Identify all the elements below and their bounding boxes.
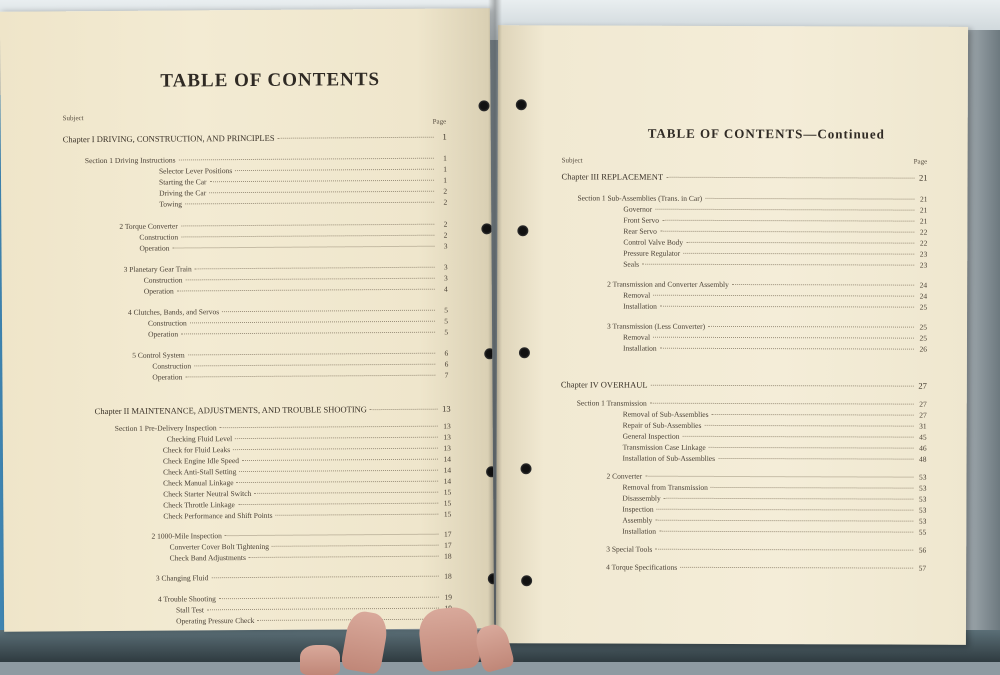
dot-leader [209, 190, 434, 194]
toc-label: Check Anti-Stall Setting [163, 467, 237, 477]
toc-entry [623, 344, 927, 354]
toc-entry [622, 527, 926, 537]
toc-entry [623, 227, 927, 237]
toc-page: 5 [444, 327, 449, 337]
toc-label: 4 Trouble Shooting [157, 594, 216, 604]
toc-label: Check for Fluid Leaks [162, 445, 231, 455]
toc-label: Construction [143, 275, 183, 285]
toc-entry [152, 371, 448, 382]
dot-leader [181, 331, 435, 335]
binder-hole [521, 575, 532, 586]
toc-entry [577, 193, 927, 203]
toc-entry [159, 187, 447, 198]
toc-page: 18 [444, 571, 452, 581]
toc-label: 3 Special Tools [606, 544, 653, 554]
dot-leader [660, 230, 914, 233]
toc-label: Rear Servo [623, 226, 657, 236]
toc-page: 6 [444, 359, 449, 369]
toc-label: Operating Pressure Check [176, 615, 255, 626]
toc-label: Seals [623, 259, 640, 269]
toc-page: 14 [443, 454, 452, 464]
toc-page: 3 [443, 241, 448, 251]
toc-entry [158, 593, 452, 604]
toc-label: Check Manual Linkage [163, 478, 234, 488]
toc-label: Disassembly [622, 493, 661, 503]
toc-label: Towing [159, 199, 183, 209]
dot-leader [655, 208, 914, 211]
toc-entry [119, 220, 447, 231]
toc-entry [163, 488, 451, 499]
toc-page: 15 [443, 498, 452, 508]
toc-label: Operation [143, 286, 174, 296]
right-page [496, 25, 968, 645]
toc-label: Check Engine Idle Speed [162, 456, 240, 466]
dot-leader [704, 424, 913, 427]
toc-page: 1 [443, 175, 448, 185]
toc-entry [176, 604, 452, 615]
toc-label: 2 Transmission and Converter Assembly [607, 279, 729, 289]
toc-entry [577, 398, 927, 408]
dot-leader [718, 457, 914, 460]
toc-entry [115, 422, 451, 433]
toc-entry [606, 563, 926, 573]
dot-leader [651, 384, 914, 387]
toc-entry [622, 494, 926, 504]
toc-entry [623, 454, 927, 464]
toc-page: 26 [919, 344, 927, 354]
toc-page: 27 [919, 410, 927, 420]
dot-leader [659, 530, 913, 533]
toc-entry [623, 238, 927, 248]
toc-page: 25 [919, 333, 928, 343]
dot-leader [177, 288, 435, 292]
dot-leader [178, 157, 433, 161]
toc-page: 19 [444, 592, 452, 602]
toc-page: 53 [918, 483, 927, 493]
left-page-heading: Page [432, 117, 447, 126]
toc-entry [607, 322, 927, 332]
dot-leader [650, 402, 914, 405]
dot-leader [732, 283, 914, 286]
toc-entry [156, 572, 452, 583]
toc-entry [623, 333, 927, 343]
left-page [0, 8, 494, 631]
dot-leader [642, 263, 914, 266]
dot-leader [653, 294, 914, 297]
toc-label: 2 Torque Converter [119, 221, 178, 231]
dot-leader [272, 544, 439, 547]
toc-label: Construction [147, 318, 187, 328]
dot-leader [660, 347, 914, 350]
toc-entry [159, 176, 447, 187]
toc-entry [144, 285, 448, 296]
toc-label: Construction [152, 361, 192, 371]
toc-page: 56 [918, 545, 927, 555]
toc-entry [607, 280, 927, 290]
toc-entry [85, 154, 447, 166]
toc-page: 13 [443, 443, 451, 453]
toc-entry [623, 291, 927, 301]
dot-leader [683, 435, 914, 438]
binder-hole [516, 99, 527, 110]
toc-entry [623, 260, 927, 270]
dot-leader [219, 596, 439, 600]
dot-leader [172, 245, 434, 249]
toc-entry [562, 171, 928, 182]
toc-entry [163, 444, 451, 455]
toc-label: Check Band Adjustments [169, 553, 246, 563]
dot-leader [242, 458, 438, 461]
toc-label: 3 Changing Fluid [155, 573, 209, 583]
toc-page: 13 [443, 421, 451, 431]
dot-leader [666, 176, 914, 179]
toc-label: General Inspection [622, 431, 680, 441]
toc-page: 27 [918, 380, 927, 391]
toc-label: Installation [622, 343, 657, 353]
gutter-shadow [488, 0, 502, 662]
toc-entry [163, 499, 451, 510]
dot-leader [185, 277, 434, 281]
toc-page: 17 [444, 540, 452, 550]
toc-label: 3 Transmission (Less Converter) [607, 321, 706, 331]
toc-entry [176, 615, 452, 626]
dot-leader [680, 566, 913, 569]
toc-page: 53 [918, 494, 927, 504]
toc-label: Operation [139, 243, 170, 253]
toc-page: 27 [919, 399, 927, 409]
toc-label: Installation [623, 301, 657, 311]
dot-leader [249, 555, 439, 558]
toc-page: 5 [444, 305, 448, 315]
toc-page: 25 [919, 322, 928, 332]
toc-label: Chapter I DRIVING, CONSTRUCTION, AND PRINCIPLES [62, 132, 275, 145]
dot-leader [238, 502, 438, 505]
right-subject-heading: Subject [561, 156, 583, 165]
toc-page: 45 [919, 432, 927, 442]
toc-entry [167, 433, 451, 444]
dot-leader [645, 475, 913, 478]
dot-leader [709, 446, 914, 449]
toc-label: Starting the Car [159, 177, 207, 187]
toc-entry [148, 317, 448, 328]
toc-label: Installation [622, 526, 657, 536]
toc-page: 22 [919, 238, 928, 248]
dot-leader [222, 309, 435, 312]
toc-page: 13 [443, 432, 451, 442]
dot-leader [657, 508, 914, 511]
toc-entry [606, 545, 926, 555]
toc-page: 6 [444, 348, 449, 358]
right-page-title: TABLE OF CONTENTS—Continued [647, 125, 885, 142]
toc-label: Check Throttle Linkage [163, 500, 235, 510]
right-backdrop [964, 30, 1000, 630]
toc-page: 4 [444, 284, 448, 294]
toc-entry [623, 432, 927, 442]
toc-entry [163, 466, 451, 477]
toc-label: Removal [623, 290, 651, 300]
toc-page: 15 [443, 487, 452, 497]
dot-leader [185, 374, 435, 378]
toc-page: 1 [442, 131, 447, 142]
toc-entry [95, 404, 451, 416]
toc-page: 57 [918, 563, 927, 573]
toc-label: Installation of Sub-Assemblies [622, 453, 716, 463]
dot-leader [653, 336, 914, 339]
toc-label: Repair of Sub-Assemblies [622, 420, 702, 430]
toc-page: 14 [443, 476, 452, 486]
toc-page: 1 [443, 153, 447, 163]
toc-entry [163, 510, 451, 521]
finger [300, 645, 340, 675]
toc-page: 53 [918, 505, 927, 515]
dot-leader [181, 223, 435, 227]
toc-label: Section 1 Transmission [576, 398, 647, 408]
toc-label: 4 Clutches, Bands, and Servos [127, 307, 220, 317]
toc-label: Operation [152, 372, 183, 382]
toc-entry [561, 379, 927, 390]
toc-page: 23 [919, 260, 928, 270]
toc-entry [139, 242, 447, 253]
toc-page: 18 [444, 551, 452, 561]
toc-entry [148, 328, 448, 339]
toc-entry [63, 132, 447, 145]
dot-leader [185, 201, 434, 205]
toc-entry [623, 302, 927, 312]
toc-page: 2 [443, 186, 448, 196]
toc-entry [151, 530, 451, 541]
toc-page: 21 [919, 194, 928, 204]
toc-label: Operation [148, 329, 179, 339]
toc-page: 23 [919, 249, 928, 259]
toc-entry [163, 455, 451, 466]
toc-page: 53 [918, 472, 927, 482]
toc-label: Check Starter Neutral Switch [163, 488, 252, 499]
toc-label: Converter Cover Bolt Tightening [169, 541, 269, 552]
toc-entry [622, 505, 926, 515]
toc-label: Driving the Car [159, 188, 207, 198]
toc-label: Section 1 Driving Instructions [84, 155, 176, 166]
toc-entry [128, 306, 448, 317]
dot-leader [712, 413, 914, 416]
toc-page: 24 [919, 280, 928, 290]
toc-page: 15 [443, 509, 452, 519]
toc-label: Stall Test [175, 605, 204, 615]
binder-hole [517, 225, 528, 236]
dot-leader [655, 548, 913, 551]
toc-label: Section 1 Pre-Delivery Inspection [114, 423, 217, 433]
dot-leader [207, 607, 439, 611]
toc-entry [623, 216, 927, 226]
toc-page: 5 [444, 316, 449, 326]
dot-leader [188, 352, 435, 356]
toc-page: 2 [443, 230, 448, 240]
dot-leader [705, 197, 914, 200]
toc-label: Governor [623, 204, 653, 214]
dot-leader [239, 469, 438, 472]
toc-entry [144, 274, 448, 285]
left-page-title: TABLE OF CONTENTS [160, 69, 381, 92]
toc-label: Section 1 Sub-Assemblies (Trans. in Car) [577, 193, 703, 203]
toc-label: 2 Converter [606, 471, 643, 481]
toc-page: 2 [443, 197, 448, 207]
right-page-heading: Page [913, 157, 928, 166]
dot-leader [711, 486, 914, 489]
toc-entry [170, 541, 452, 552]
dot-leader [211, 575, 438, 579]
toc-label: Assembly [622, 515, 653, 525]
toc-entry [139, 231, 447, 242]
toc-entry [623, 410, 927, 420]
toc-entry [159, 198, 447, 209]
dot-leader [686, 241, 914, 244]
dot-leader [254, 491, 438, 494]
toc-page: 1 [443, 164, 447, 174]
toc-page: 48 [919, 454, 927, 464]
dot-leader [683, 252, 914, 255]
toc-entry [170, 552, 452, 563]
dot-leader [664, 497, 914, 500]
toc-entry [623, 443, 927, 453]
toc-page: 46 [919, 443, 927, 453]
toc-page: 31 [919, 421, 927, 431]
dot-leader [225, 533, 439, 536]
dot-leader [181, 234, 434, 238]
dot-leader [237, 480, 439, 483]
toc-label: 2 1000-Mile Inspection [151, 531, 222, 541]
toc-label: 4 Torque Specifications [606, 562, 678, 572]
toc-label: Chapter IV OVERHAUL [560, 379, 648, 390]
dot-leader [233, 447, 438, 450]
toc-label: Control Valve Body [623, 237, 684, 247]
toc-page: 17 [443, 529, 452, 539]
toc-label: Removal from Transmission [622, 482, 708, 492]
dot-leader [235, 436, 438, 439]
toc-entry [606, 472, 926, 482]
toc-label: Chapter II MAINTENANCE, ADJUSTMENTS, AND TROUBLE SHOOTING [94, 404, 367, 417]
toc-label: Check Performance and Shift Points [163, 510, 273, 521]
dot-leader [278, 136, 434, 139]
toc-page: 14 [443, 465, 452, 475]
dot-leader [276, 513, 439, 516]
toc-label: Checking Fluid Level [166, 434, 233, 444]
toc-entry [623, 205, 927, 215]
toc-page: 7 [444, 370, 449, 380]
dot-leader [235, 168, 434, 171]
dot-leader [195, 266, 435, 270]
toc-page: 2 [443, 219, 448, 229]
toc-label: Construction [139, 232, 179, 242]
binder-hole [521, 463, 532, 474]
dot-leader [662, 219, 914, 222]
finger [417, 605, 481, 673]
toc-label: Removal [622, 332, 651, 342]
toc-label: Front Servo [623, 215, 660, 225]
dot-leader [660, 305, 914, 308]
toc-label: Transmission Case Linkage [622, 442, 706, 452]
toc-entry [622, 516, 926, 526]
toc-label: Chapter III REPLACEMENT [561, 171, 664, 182]
toc-page: 3 [443, 273, 448, 283]
toc-page: 21 [919, 216, 928, 226]
toc-page: 13 [442, 403, 451, 414]
toc-page: 3 [443, 262, 448, 272]
toc-label: 5 Control System [132, 350, 185, 360]
dot-leader [257, 618, 439, 621]
toc-entry [152, 360, 448, 371]
toc-page: 24 [919, 291, 928, 301]
toc-entry [159, 165, 447, 176]
toc-page: 55 [918, 527, 927, 537]
dot-leader [708, 325, 914, 328]
dot-leader [210, 179, 435, 183]
dot-leader [220, 425, 438, 429]
left-subject-heading: Subject [62, 114, 84, 123]
toc-entry [623, 421, 927, 431]
dot-leader [194, 363, 435, 367]
toc-entry [623, 249, 927, 259]
toc-page: 53 [918, 516, 927, 526]
dot-leader [655, 519, 913, 522]
dot-leader [190, 320, 435, 324]
toc-page: 21 [919, 205, 928, 215]
toc-entry [132, 349, 448, 360]
toc-page: 22 [919, 227, 928, 237]
dot-leader [370, 408, 438, 410]
toc-label: 3 Planetary Gear Train [123, 264, 192, 274]
toc-entry [622, 483, 926, 493]
toc-label: Selector Lever Positions [158, 166, 233, 176]
toc-label: Inspection [622, 504, 654, 514]
toc-label: Pressure Regulator [623, 248, 681, 258]
toc-label: Removal of Sub-Assemblies [622, 409, 709, 419]
toc-page: 21 [919, 172, 928, 183]
binder-hole [519, 347, 530, 358]
toc-page: 25 [919, 302, 928, 312]
toc-entry [124, 263, 448, 274]
toc-entry [163, 477, 451, 488]
